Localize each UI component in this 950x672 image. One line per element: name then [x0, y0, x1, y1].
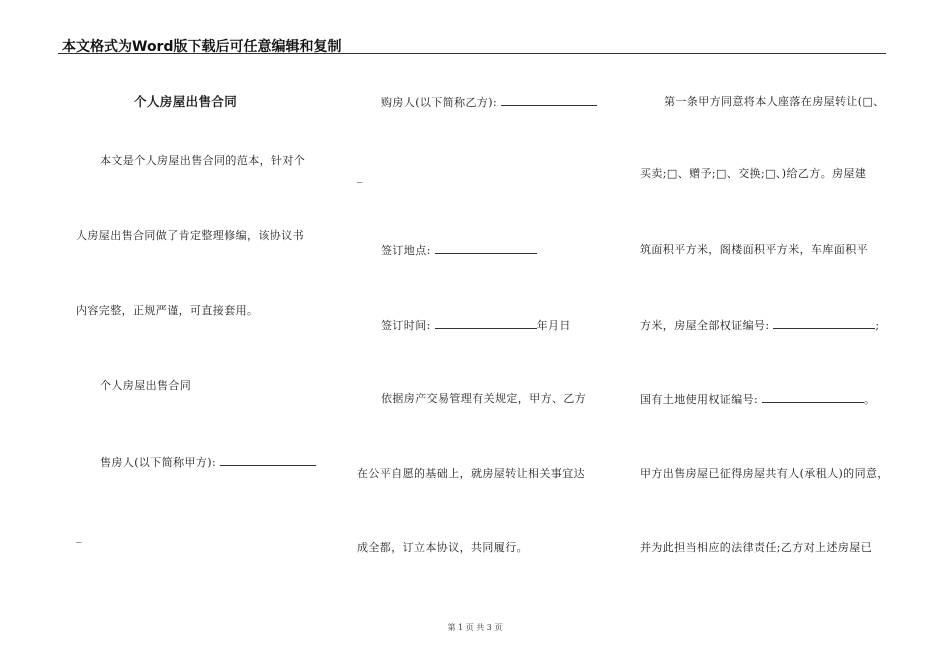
seller-field [76, 455, 316, 470]
ownership-cert-suffix: ; [875, 319, 880, 332]
paragraph-line-1: 依据房产交易管理有关规定，甲方、乙方 [381, 392, 587, 405]
signing-time-suffix: 年月日 [536, 319, 571, 332]
clause-line-2: 买卖;□、赠予;□、交换;□、)给乙方。房屋建 [640, 167, 867, 180]
signing-place-field [357, 243, 537, 258]
ownership-cert-blank [773, 318, 875, 329]
underscore-mark: _ [76, 530, 82, 543]
document-header-title: 本文格式为Word版下载后可任意编辑和复制 [62, 39, 342, 55]
clause-line-5 [640, 392, 875, 407]
signing-time-label: 签订时间: [381, 319, 435, 332]
column-2 [357, 0, 607, 672]
column-1 [76, 0, 326, 672]
underscore-mark: _ [357, 170, 363, 183]
contract-subtitle: 个人房屋出售合同 [100, 379, 192, 392]
clause-line-4 [640, 318, 880, 333]
intro-line-3: 内容完整，正规严谨，可直接套用。 [76, 304, 259, 317]
clause-line-6: 甲方出售房屋已征得房屋共有人(承租人)的同意， [640, 467, 889, 480]
clause-line-1: 第一条甲方同意将本人座落在房屋转让(□、 [664, 95, 885, 108]
buyer-field [357, 95, 597, 110]
page-footer: 第 1 页 共 3 页 [447, 623, 503, 632]
land-cert-label: 国有土地使用权证编号: [640, 393, 763, 406]
seller-label: 售房人(以下简称甲方): [100, 456, 220, 469]
signing-time-field [357, 318, 571, 333]
paragraph-line-3: 成全都，订立本协议，共同履行。 [357, 541, 528, 554]
land-cert-suffix: 。 [864, 393, 876, 406]
clause-line-7: 并为此担当相应的法律责任;乙方对上述房屋已 [640, 541, 873, 554]
paragraph-line-2: 在公平自愿的基础上，就房屋转让相关事宜达 [357, 467, 585, 480]
intro-line-2: 人房屋出售合同做了肯定整理修编，该协议书 [76, 229, 304, 242]
land-cert-blank [762, 392, 864, 403]
buyer-blank [501, 95, 597, 106]
seller-blank [220, 455, 316, 466]
column-3 [640, 0, 892, 672]
ownership-cert-label: 方米，房屋全部权证编号: [640, 319, 774, 332]
signing-time-blank [435, 318, 537, 329]
signing-place-blank [435, 243, 537, 254]
clause-line-3: 筑面积平方米，阁楼面积平方米，车库面积平 [640, 243, 868, 256]
document-title: 个人房屋出售合同 [134, 94, 238, 109]
buyer-label: 购房人(以下简称乙方): [381, 96, 501, 109]
signing-place-label: 签订地点: [381, 244, 435, 257]
intro-line-1: 本文是个人房屋出售合同的范本，针对个 [100, 154, 306, 167]
